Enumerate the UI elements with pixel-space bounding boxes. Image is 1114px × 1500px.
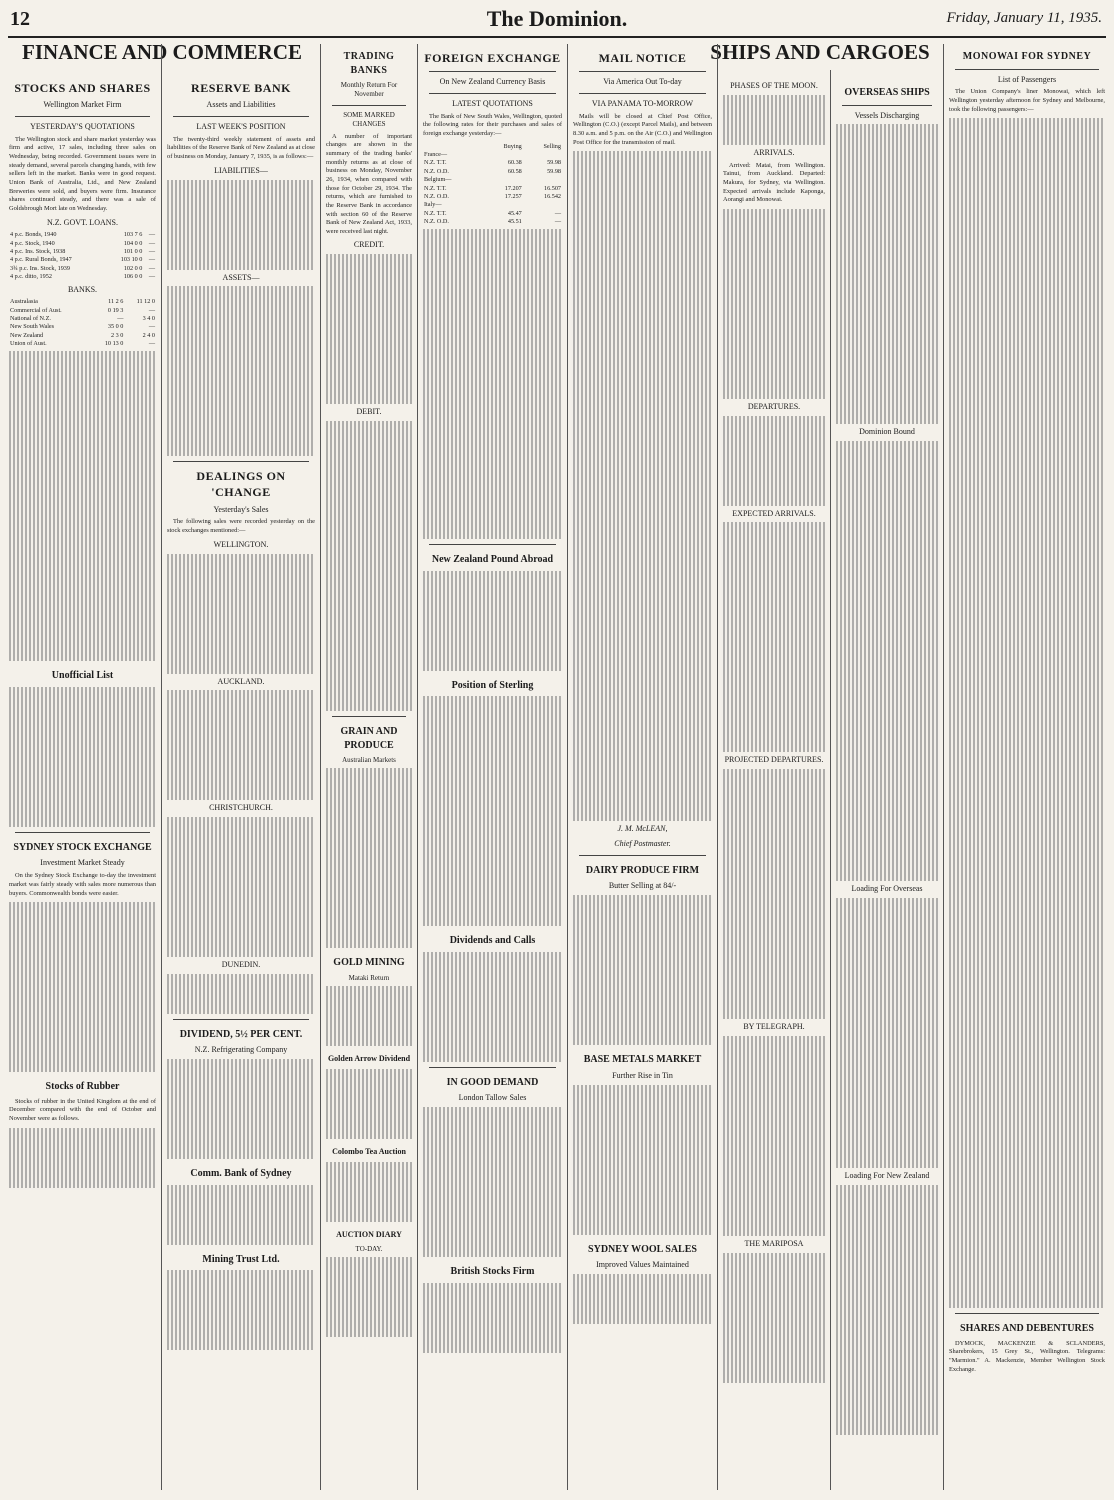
telegraph-heading: BY TELEGRAPH. xyxy=(743,1022,805,1032)
govt-loans-label: N.Z. GOVT. LOANS. xyxy=(47,217,118,227)
dealings-heading: DEALINGS ON 'CHANGE xyxy=(196,469,286,500)
mail-notice-column xyxy=(568,44,717,1494)
metals-heading: BASE METALS MARKET xyxy=(583,1054,702,1066)
dividends-heading: Dividends and Calls xyxy=(449,935,536,947)
table-row: N.Z. T.T. 60.38 59.98 xyxy=(424,159,561,167)
telegraph-body xyxy=(723,1036,825,1236)
divider xyxy=(429,1067,556,1068)
sterling-table xyxy=(423,696,562,926)
tallow-body xyxy=(423,1107,562,1257)
table-row: 4 p.c. Rural Bonds, 1947 103 10 0 — xyxy=(10,256,155,264)
loading-nz-heading: Loading For New Zealand xyxy=(844,1170,930,1180)
liabilities-label: LIABILITIES— xyxy=(214,165,268,175)
quotation-lists xyxy=(9,351,156,661)
wool-subheading: Improved Values Maintained xyxy=(596,1260,689,1270)
issue-date: Friday, January 11, 1935. xyxy=(946,10,1102,26)
divider xyxy=(579,93,706,94)
trading-banks-heading: TRADING BANKS xyxy=(343,51,395,76)
table-row: Australasia 11 2 6 11 12 0 xyxy=(10,298,155,306)
comm-bank-body xyxy=(167,1185,315,1245)
gold-mining-heading: GOLD MINING xyxy=(333,957,405,969)
credit-label: CREDIT. xyxy=(353,240,385,250)
divider xyxy=(955,1313,1099,1314)
assets-label: ASSETS— xyxy=(222,272,260,282)
stocks-report: The Wellington stock and share market yesterday was firm and active, 17 sales, including three sales on Wednesday, being recorded. Government issues were in steady demand, several parcels changing hands, with few sellers left in the market. Banks were in good request. Union Bank of Australia, Ltd., and New Zealand Breweries were sold, and buyers were firm. Insurance shares continued steady, and there was a sale of Goldsbrough Mort late on Wednesday. xyxy=(9,135,156,212)
table-row: 4 p.c. Ins. Stock, 1938 101 0 0 — xyxy=(10,248,155,256)
mining-trust-body xyxy=(167,1270,315,1350)
auction-diary-body xyxy=(326,1257,412,1337)
table-row: 4 p.c. Stock, 1940 104 0 0 — xyxy=(10,239,155,247)
monowai-subheading: List of Passengers xyxy=(997,74,1057,84)
reserve-bank-subheading: Assets and Liabilities xyxy=(206,100,276,110)
loading-overseas-heading: Loading For Overseas xyxy=(851,884,923,894)
british-stocks-heading: British Stocks Firm xyxy=(450,1266,535,1278)
dividend-subheading: N.Z. Refrigerating Company xyxy=(194,1045,288,1055)
shares-heading: SHARES AND DEBENTURES xyxy=(960,1323,1094,1335)
wool-body xyxy=(573,1274,712,1324)
masthead xyxy=(0,0,1114,44)
moon-phases-heading: PHASES OF THE MOON. xyxy=(730,81,818,90)
reserve-bank-heading: RESERVE BANK xyxy=(191,81,291,95)
loading-nz-body xyxy=(836,1185,938,1435)
foreign-exchange-heading: FOREIGN EXCHANGE xyxy=(424,51,561,65)
foreign-exchange-text: The Bank of New South Wales, Wellington, quoted the following rates for their purchases and sales of foreign exchange yesterday:— xyxy=(423,112,562,138)
christchurch-label: CHRISTCHURCH. xyxy=(209,803,273,813)
divider xyxy=(429,71,556,72)
table-row: 3¾ p.c. Ins. Stock, 1939 102 0 0 — xyxy=(10,264,155,272)
table-row: N.Z. T.T. 45.47 — xyxy=(424,209,561,217)
finance-banner: FINANCE AND COMMERCE xyxy=(22,40,302,64)
monowai-heading: MONOWAI FOR SYDNEY xyxy=(962,51,1092,62)
table-row: National of N.Z. — 3 4 0 xyxy=(10,315,155,323)
signature: J. M. McLEAN, xyxy=(617,824,668,834)
table-row: Commercial of Aust. 0 19 3 — xyxy=(10,306,155,314)
rubber-body xyxy=(9,1128,156,1188)
vessels-discharging-heading: Vessels Discharging xyxy=(854,110,920,120)
table-row: N.Z. O.D. 60.58 59.98 xyxy=(424,167,561,175)
table-row: 4 p.c. ditto, 1952 106 0 0 — xyxy=(10,273,155,281)
stocks-column xyxy=(4,44,161,1494)
monowai-column xyxy=(944,44,1110,1494)
mail-schedule xyxy=(573,151,712,821)
dairy-heading: DAIRY PRODUCE FIRM xyxy=(585,864,700,876)
table-header: Buying Selling xyxy=(503,142,561,150)
wool-heading: SYDNEY WOOL SALES xyxy=(588,1243,697,1255)
nz-pound-heading: New Zealand Pound Abroad xyxy=(431,554,554,566)
grain-body xyxy=(326,768,412,948)
wellington-label: WELLINGTON. xyxy=(213,539,269,549)
british-stocks-body xyxy=(423,1283,562,1353)
golden-arrow-body xyxy=(326,1069,412,1139)
divider xyxy=(332,716,406,717)
page-number: 12 xyxy=(10,8,30,30)
table-row: Union of Aust. 10 13 0 — xyxy=(10,340,155,348)
foreign-exchange-subheading-2: LATEST QUOTATIONS xyxy=(452,98,533,108)
divider xyxy=(842,105,932,106)
departures-heading: DEPARTURES. xyxy=(747,401,801,411)
masthead-rule xyxy=(8,36,1106,38)
metals-subheading: Further Rise in Tin xyxy=(612,1070,673,1080)
divider xyxy=(579,71,706,72)
dealings-subheading: Yesterday's Sales xyxy=(213,504,269,514)
departures-body xyxy=(723,416,825,506)
dividends-body xyxy=(423,952,562,1062)
dominion-bound-body xyxy=(836,441,938,881)
table-row: New Zealand 2 3 0 2 4 0 xyxy=(10,331,155,339)
foreign-exchange-subheading: On New Zealand Currency Basis xyxy=(439,77,546,87)
arrivals-body xyxy=(723,209,825,399)
debit-label: DEBIT. xyxy=(356,407,382,417)
moon-phases-table xyxy=(723,95,825,145)
assets-table xyxy=(167,286,315,456)
auction-diary-heading: AUCTION DIARY xyxy=(336,1230,402,1239)
unofficial-list-body xyxy=(9,687,156,827)
trading-banks-subheading: Monthly Return For November xyxy=(340,81,398,99)
mariposa-heading: THE MARIPOSA xyxy=(744,1238,804,1248)
sydney-exchange-subheading: Investment Market Steady xyxy=(40,858,125,868)
dealings-text: The following sales were recorded yesterday on the stock exchanges mentioned:— xyxy=(167,518,315,535)
mail-notice-heading: MAIL NOTICE xyxy=(598,51,687,65)
table-row: Belgium— xyxy=(424,176,452,184)
rubber-heading: Stocks of Rubber xyxy=(45,1081,120,1093)
golden-arrow-heading: Golden Arrow Dividend xyxy=(327,1054,411,1064)
dairy-body xyxy=(573,895,712,1045)
divider xyxy=(955,69,1099,70)
shipping-column-b xyxy=(831,44,943,1494)
good-demand-heading: IN GOOD DEMAND xyxy=(446,1076,539,1088)
nz-pound-body xyxy=(423,571,562,671)
dividend-heading: DIVIDEND, 5½ PER CENT. xyxy=(179,1028,303,1040)
divider xyxy=(429,544,556,545)
foreign-exchange-column xyxy=(418,44,567,1494)
sharebroker-ad: DYMOCK, MACKENZIE & SCLANDERS, Sharebrokers, 15 Grey St., Wellington. Telegrams: "Marmion." A. Mackenzie, Member Wellington Stock Exchange. xyxy=(949,1339,1105,1373)
grain-heading: GRAIN AND PRODUCE xyxy=(340,726,398,751)
divider xyxy=(15,116,150,117)
trading-banks-column xyxy=(321,44,417,1494)
reserve-bank-column xyxy=(162,44,320,1494)
divider xyxy=(332,105,406,106)
auction-diary-subheading: TO-DAY. xyxy=(355,1244,383,1253)
sterling-heading: Position of Sterling xyxy=(451,679,534,691)
exchange-rates-more xyxy=(423,229,562,539)
christchurch-sales xyxy=(167,817,315,957)
mariposa-body xyxy=(723,1253,825,1383)
divider xyxy=(15,832,150,833)
ships-banner: SHIPS AND CARGOES xyxy=(710,40,930,64)
monowai-text: The Union Company's liner Monowai, which left Wellington yesterday afternoon for Sydney and Melbourne, took the following passengers:— xyxy=(949,88,1105,113)
shipping-text: Arrived: Matai, from Wellington. Tainui, from Auckland. Departed: Makura, for Sydney, via Wellington. Expected arrivals include Kaponga, Aorangi and Monowai. xyxy=(723,161,825,204)
vessels-discharging-body xyxy=(836,124,938,424)
loading-overseas-body xyxy=(836,898,938,1168)
trading-banks-subheading-2: SOME MARKED CHANGES xyxy=(343,110,395,129)
credit-table xyxy=(326,254,412,404)
expected-arrivals-heading: EXPECTED ARRIVALS. xyxy=(732,508,816,518)
table-row: New South Wales 35 0 0 — xyxy=(10,323,155,331)
table-row: Italy— xyxy=(424,201,442,209)
sydney-exchange-body xyxy=(9,902,156,1072)
table-row: N.Z. T.T. 17.207 16.507 xyxy=(424,184,561,192)
divider xyxy=(429,93,556,94)
metals-body xyxy=(573,1085,712,1235)
dunedin-sales xyxy=(167,974,315,1014)
sydney-exchange-heading: SYDNEY STOCK EXCHANGE xyxy=(13,841,152,853)
gold-mining-body xyxy=(326,986,412,1046)
paper-name: The Dominion. xyxy=(486,6,628,31)
table-row: 4 p.c. Bonds, 1940 103 7 6 — xyxy=(10,231,155,239)
dominion-bound-heading: Dominion Bound xyxy=(859,427,915,437)
table-row: N.Z. O.D. 17.257 16.542 xyxy=(424,192,561,200)
dunedin-label: DUNEDIN. xyxy=(221,960,261,970)
divider xyxy=(579,855,706,856)
projected-departures-body xyxy=(723,769,825,1019)
grain-subheading: Australian Markets xyxy=(342,756,396,765)
passenger-list xyxy=(949,118,1105,1308)
shipping-column-a xyxy=(718,44,830,1494)
govt-loans-table xyxy=(9,231,156,281)
overseas-ships-heading: OVERSEAS SHIPS xyxy=(844,87,930,98)
divider xyxy=(173,1019,309,1020)
signature-title: Chief Postmaster. xyxy=(614,839,671,849)
reserve-bank-text: The twenty-third weekly statement of assets and liabilities of the Reserve Bank of New Zealand as at close of business on Monday, January 7, 1935, is as follows:— xyxy=(167,135,315,161)
wellington-sales xyxy=(167,554,315,674)
reserve-bank-subheading-2: LAST WEEK'S POSITION xyxy=(196,121,286,131)
mining-trust-heading: Mining Trust Ltd. xyxy=(202,1253,280,1265)
colombo-body xyxy=(326,1162,412,1222)
gold-mining-subheading: Mataki Return xyxy=(348,973,390,982)
stocks-heading: STOCKS AND SHARES xyxy=(14,81,151,95)
sydney-exchange-text: On the Sydney Stock Exchange to-day the investment market was fairly steady with sales more numerous than buyers. Commonwealth bonds were easier. xyxy=(9,872,156,897)
comm-bank-heading: Comm. Bank of Sydney xyxy=(190,1168,292,1180)
arrivals-heading: ARRIVALS. xyxy=(753,147,795,157)
auckland-sales xyxy=(167,690,315,800)
colombo-heading: Colombo Tea Auction xyxy=(332,1147,406,1157)
mail-notice-text: Mails will be closed at Chief Post Office, Wellington (C.O.) (except Parcel Mails), and between 8.30 a.m. and 5 p.m. on the Air (C.O.) and Wellington Post Office for the transmission of mail. xyxy=(573,112,712,146)
auckland-label: AUCKLAND. xyxy=(217,676,265,686)
stocks-subheading-2: YESTERDAY'S QUOTATIONS xyxy=(30,121,135,131)
dividend-body xyxy=(167,1059,315,1159)
liabilities-table xyxy=(167,180,315,270)
divider xyxy=(173,461,309,462)
exchange-rates-table xyxy=(423,143,562,227)
banks-label: BANKS. xyxy=(67,284,98,294)
trading-banks-text: A number of important changes are shown in the summary of the trading banks' monthly returns as at close of business on Monday, November 26, 1934, when compared with those for October 29, 1934. The returns, which are furnished to the Reserve Bank in accordance with section 60 of the Reserve Bank of New Zealand Act, 1933, were received last night. xyxy=(326,132,412,235)
rubber-text: Stocks of rubber in the United Kingdom at the end of December compared with the end of October and November were as follows. xyxy=(9,1097,156,1122)
mail-notice-subheading: Via America Out To-day xyxy=(603,77,682,87)
debit-table xyxy=(326,421,412,711)
table-row: N.Z. O.D. 45.51 — xyxy=(424,217,561,225)
unofficial-list-heading: Unofficial List xyxy=(51,670,114,682)
banks-table xyxy=(9,298,156,348)
divider xyxy=(173,116,309,117)
table-row: France— xyxy=(424,151,448,159)
stocks-subheading: Wellington Market Firm xyxy=(43,100,122,110)
expected-arrivals-body xyxy=(723,522,825,752)
dairy-subheading: Butter Selling at 84/- xyxy=(608,881,677,891)
tallow-subheading: London Tallow Sales xyxy=(458,1093,527,1103)
projected-departures-heading: PROJECTED DEPARTURES. xyxy=(724,755,824,765)
mail-notice-subheading-2: VIA PANAMA TO-MORROW xyxy=(591,98,694,108)
